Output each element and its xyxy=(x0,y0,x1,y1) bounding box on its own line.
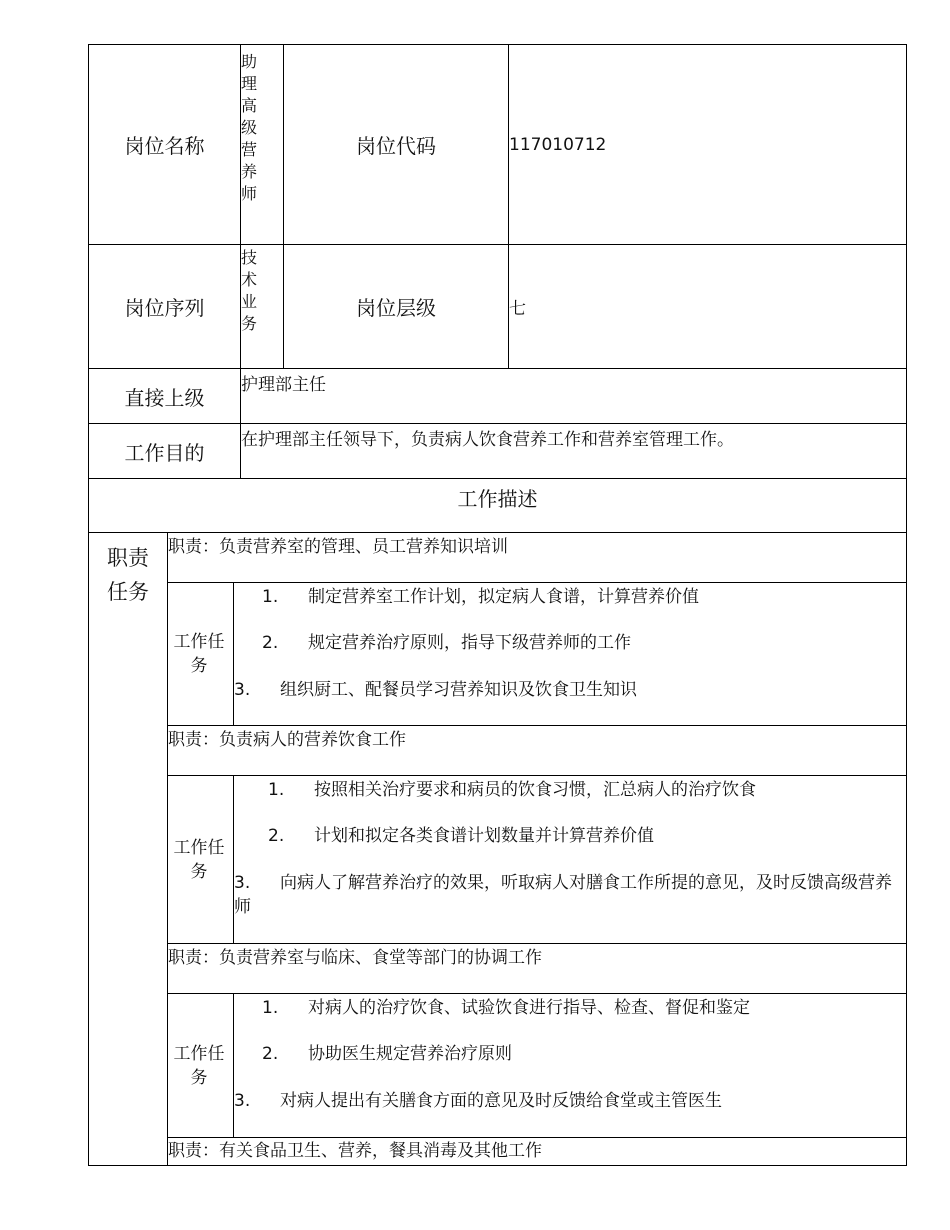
series-label-text: 岗位序列 xyxy=(124,296,205,320)
superior-value xyxy=(240,368,907,424)
task-number: 2. xyxy=(262,633,279,653)
task-number: 3. xyxy=(234,680,251,700)
duty-2-task-2 xyxy=(234,824,900,848)
duty-3-task-label-text: 工作任务 xyxy=(173,1043,225,1088)
duty-2-task-list xyxy=(233,775,907,944)
superior-label xyxy=(88,368,241,424)
duty-1-title xyxy=(167,532,907,583)
task-text: 计划和拟定各类食谱计划数量并计算营养价值 xyxy=(314,826,654,846)
purpose-value xyxy=(240,423,907,479)
duty-3-task-3 xyxy=(234,1089,900,1113)
task-text: 对病人的治疗饮食、试验饮食进行指导、检查、督促和鉴定 xyxy=(308,998,750,1018)
duties-label-text: 职责任务 xyxy=(107,546,149,604)
position-name-label-text: 岗位名称 xyxy=(124,134,205,158)
position-name-value xyxy=(240,44,284,245)
duty-2-task-label xyxy=(167,775,234,944)
duty-2-task-label-text: 工作任务 xyxy=(173,837,225,882)
purpose-value-text: 在护理部主任领导下，负责病人饮食营养工作和营养室管理工作。 xyxy=(241,430,734,450)
task-number: 2. xyxy=(268,826,285,846)
purpose-label-text: 工作目的 xyxy=(124,440,205,465)
duty-4-title-text: 职责：有关食品卫生、营养，餐具消毒及其他工作 xyxy=(168,1141,542,1161)
duty-2-title-text: 职责：负责病人的营养饮食工作 xyxy=(168,730,406,750)
task-text: 协助医生规定营养治疗原则 xyxy=(308,1044,512,1064)
task-number: 3. xyxy=(234,1091,251,1111)
position-code-label-text: 岗位代码 xyxy=(356,134,436,158)
position-code-value-text: 117010712 xyxy=(509,134,607,155)
description-title xyxy=(88,478,907,533)
job-description-table xyxy=(88,44,907,1166)
task-text: 制定营养室工作计划，拟定病人食谱，计算营养价值 xyxy=(308,587,699,607)
duty-4-title xyxy=(167,1137,907,1166)
duty-3-task-2 xyxy=(234,1042,900,1066)
task-text: 规定营养治疗原则，指导下级营养师的工作 xyxy=(308,633,631,653)
position-code-value xyxy=(508,44,907,245)
position-code-label xyxy=(283,44,509,245)
level-value-text: 七 xyxy=(509,299,526,319)
position-name-label xyxy=(88,44,241,245)
task-number: 1. xyxy=(268,780,285,800)
duty-1-task-label xyxy=(167,582,234,726)
task-number: 2. xyxy=(262,1044,279,1064)
duty-1-task-3 xyxy=(234,678,900,702)
series-label xyxy=(88,244,241,369)
duty-1-title-text: 职责：负责营养室的管理、员工营养知识培训 xyxy=(168,537,508,557)
task-number: 1. xyxy=(262,998,279,1018)
task-text: 按照相关治疗要求和病员的饮食习惯，汇总病人的治疗饮食 xyxy=(314,780,756,800)
position-name-value-text: 助理高级营养师 xyxy=(241,52,258,203)
duty-3-task-label xyxy=(167,993,234,1138)
description-title-text: 工作描述 xyxy=(457,487,538,511)
duty-3-task-1 xyxy=(234,996,900,1020)
duty-1-task-2 xyxy=(234,631,900,655)
duties-label xyxy=(88,532,168,1166)
duty-2-task-3 xyxy=(234,871,900,919)
duty-1-task-list xyxy=(233,582,907,726)
purpose-label xyxy=(88,423,241,479)
task-text: 组织厨工、配餐员学习营养知识及饮食卫生知识 xyxy=(280,680,637,700)
duty-3-title xyxy=(167,943,907,994)
series-value-text: 技术业务 xyxy=(241,248,258,333)
task-number: 3. xyxy=(234,873,251,893)
duty-3-task-list xyxy=(233,993,907,1138)
duty-1-task-label-text: 工作任务 xyxy=(173,632,225,676)
task-number: 1. xyxy=(262,587,279,607)
duty-3-title-text: 职责：负责营养室与临床、食堂等部门的协调工作 xyxy=(168,948,542,968)
superior-value-text: 护理部主任 xyxy=(241,375,326,395)
level-value xyxy=(508,244,907,369)
superior-label-text: 直接上级 xyxy=(124,385,205,410)
duty-1-task-1 xyxy=(234,585,900,609)
task-text: 对病人提出有关膳食方面的意见及时反馈给食堂或主管医生 xyxy=(280,1091,722,1111)
task-text: 向病人了解营养治疗的效果，听取病人对膳食工作所提的意见，及时反馈高级营养师 xyxy=(234,873,892,917)
duty-2-title xyxy=(167,725,907,776)
series-value xyxy=(240,244,284,369)
duty-2-task-1 xyxy=(234,778,900,802)
level-label xyxy=(283,244,509,369)
level-label-text: 岗位层级 xyxy=(356,296,436,320)
